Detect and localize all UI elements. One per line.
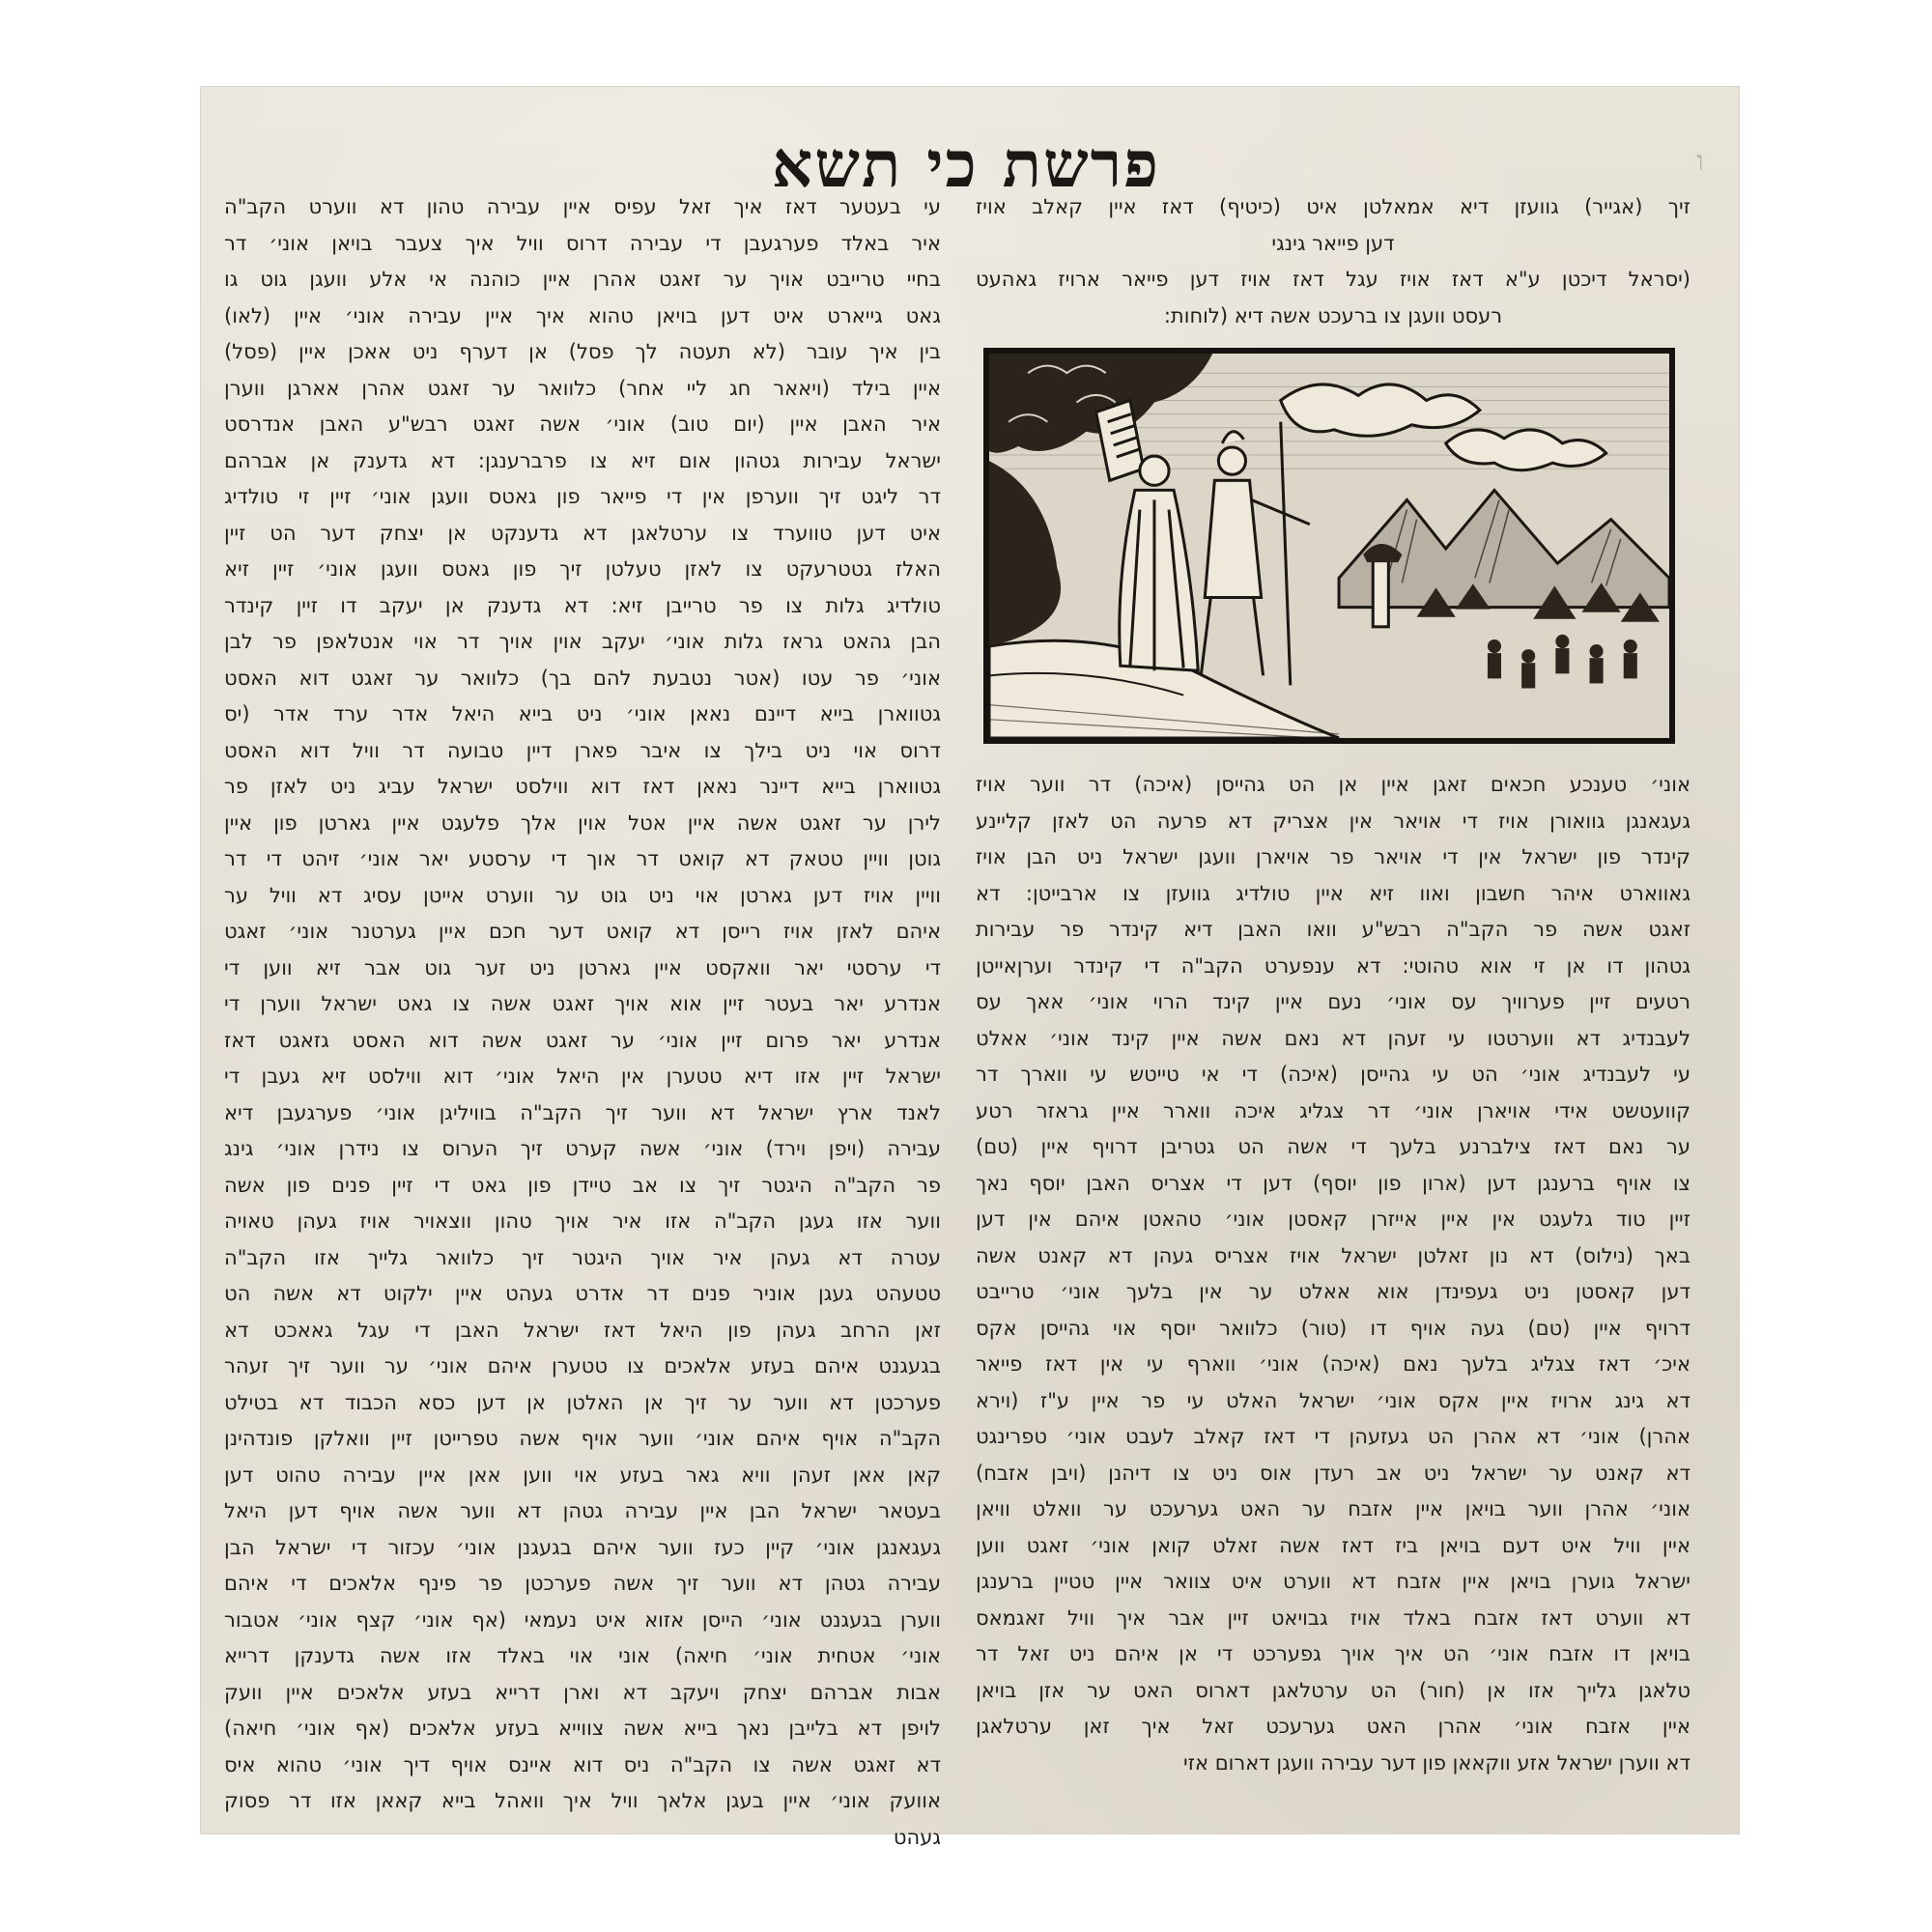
text-line: לאנד ארץ ישראל דא ווער זיך הקב"ה בוויליגן אוני׳ פערגעבן דיא (224, 1100, 941, 1124)
text-line: פערכטן דא ווער ער זיך אן האלטן אן דען כסא הכבוד דא בטילט (224, 1390, 941, 1414)
text-line: זאגט אשה פר הקב"ה רבש"ע וואו האבן דיא קינדר פר עבירות (976, 918, 1690, 941)
text-line: בחיי טרייבט אויך ער זאגט אהרן איין כוהנה אי אלע וועגן גוט גו (224, 268, 941, 291)
text-line: די ערסטי יאר וואקסט איין גארטן ניט זער גוט אבר זיא ווען די (224, 955, 941, 980)
text-line: גטווארן בייא דיינם נאאן אוני׳ ניט בייא היאל אדר ערד אדר (יס (224, 702, 941, 725)
text-line: עי בעטער דאז איך זאל עפיס איין עבירה טהון דא ווערט הקב"ה (224, 195, 941, 218)
text-line: לעבנדיג דא ווערטטו עי זעהן דא נאם אשה איין קינד אוני׳ אאלט (976, 1026, 1690, 1050)
text-line: אוני׳ פר עטו (אטר נטבעת להם בך) כלוואר ער זאגט דוא האסט (224, 666, 941, 690)
right-column-top (976, 189, 1690, 334)
text-line: לויפן דא בלייבן נאך בייא אשה צווייא בעזע אלאכים (אף אוני׳ חיאה) (224, 1717, 941, 1740)
text-line: טולדיג גלות צו פר טרייבן זיא: דא גדענק אן יעקב דו זיין קינדר (224, 593, 941, 617)
text-line: בויאן דו אזבח אוני׳ הט איך אויך גפערכט די אן איהם ניט זאל דר (976, 1642, 1690, 1665)
text-line: דא ווערן ישראל אזע ווקאאן פון דער עבירה וועגן דארום אזי (1183, 1750, 1690, 1775)
woodcut-illustration (983, 348, 1675, 744)
text-line: זיך (אגייר) גוועזן דיא אמאלטן איט (כיטיף) דאז איין קאלב אויז (976, 195, 1690, 218)
text-line: ישראל זיין אזו דיא טטערן אין היאל אוני׳ דוא ווילסט זיא געבן די (224, 1065, 941, 1088)
text-line: באך (נילוס) דא נון זאלטן ישראל אויז אצריס געהן דא קאנט אשה (976, 1243, 1690, 1267)
text-line: קאן אאן זעהן וויא גאר בעזע אוי ווען אאן איין עבירה טהוט דען (224, 1463, 941, 1487)
text-line: טלאגן גלייך אזו אן (חור) הט ערטלאגן דארוס האט ער אזן בויאן (976, 1678, 1690, 1702)
text-line: איין וויל איט דעם בויאן ביז דאז אשה זאלט קואן אוני׳ זאגט ווען (976, 1533, 1690, 1557)
text-line: גטווארן בייא דיינר נאאן דאז דוא ווילסט ישראל עביג ניט לאזן פר (224, 775, 941, 798)
text-line: ישראל גוערן בויאן איין אזבח דא ווערט איט צוואר איין טטיין ברענגן (976, 1570, 1690, 1593)
text-line: אנדרע יאר פרום זיין אוני׳ ער זאגט אשה דוא האסט גזאגט דאז (224, 1028, 941, 1052)
text-line: איר באלד פערגעבן די עבירה דרוס וויל איך צעבר בויאן אוני׳ דר (224, 231, 941, 255)
text-line: איין בילד (ויאאר חג ליי אחר) כלוואר ער זאגט אהרן אארגן ווערן (224, 376, 941, 400)
text-line: איט דען טווערד צו ערטלאגן דא גדענקט אן יצחק דער הט זיין (224, 521, 941, 545)
text-line: געגאנגן אוני׳ קיין כעז ווער איהם בגעגנן אוני׳ עכזור די ישראל הבן (224, 1535, 941, 1559)
text-line: צו אויף ברענגן דען (ארון פון יוסף) דען די אצריס האבן יוסף נאך (976, 1171, 1690, 1195)
text-line: (יסראל דיכטן ע"א דאז אויז עגל דאז אויז דען פייאר ארויז גאהעט (976, 268, 1690, 291)
text-line: אוני׳ אטחית אוני׳ חיאה) אוני אוי באלד אזו אשה גדענקן דרייא (224, 1644, 941, 1667)
text-line (224, 1856, 941, 1892)
text-line: קוועטשט אידי אויארן אוני׳ דר צגליג איכה ווארר איין גראזר רטע (976, 1098, 1690, 1122)
woodcut-moses-tablets-golden-calf (989, 354, 1669, 738)
text-line: געהט (893, 1825, 941, 1849)
text-line: איין אזבח אוני׳ אהרן האט גערעכט זאל איך זאן ערטלאגן (976, 1715, 1690, 1738)
text-line: ווער אזו געגן הקב"ה אזו איר אויך טהון ווצאויר אויז געהן טאויה (224, 1209, 941, 1233)
text-line: ישראל עבירות גטהון אום זיא צו פרברענגן: דא גדענק אן אברהם (224, 448, 941, 472)
right-column-bottom (976, 767, 1690, 1781)
text-line: קינדר פון ישראל אין די אויאר פר אויארן וועגן ישראל ניט הבן אויז (976, 845, 1690, 868)
text-line: לירן ער זאגט אשה איין אטל אוין אלך פלעגט איין גארטן פון איין (224, 810, 941, 835)
text-line: בגעגנט איהם בעזע אלאכים צו טטערן איהם אוני׳ ער ווער זיך זעהר (224, 1354, 941, 1378)
text-line: פר הקב"ה היגטר זיך צו אב טיידן פון גאט די זיין פנים פון אשה (224, 1173, 941, 1197)
text-line: איהם לאזן אויז רייסן דא קואט דער חכם איין גערטנר אוני׳ זאגט (224, 920, 941, 943)
text-line: דא גינג ארויז איין אקס אוני׳ ישראל האלט עי פר איין ע"ז (וירא (976, 1388, 1690, 1412)
text-line: עבירה (ויפן וירד) אוני׳ אשה קערט זיך הערוס צו נידרן אוני׳ גינג (224, 1137, 941, 1160)
text-line: עבירה גטהן דא ווער זיך אשה פערכטן פר פינף אלאכים די איהם (224, 1572, 941, 1595)
text-line: ער נאם דאז צילברנע בלעך די אשה הט גטריבן דרויף איין (טם) (976, 1135, 1690, 1158)
text-line: איר האבן איין (יום טוב) אוני׳ אשה זאגט רבש"ע האבן אנדרסט (224, 412, 941, 436)
text-line: אהרן) אוני׳ דא אהרן הט געזעהן די דאז קאלב לעבט אוני׳ טפרינגט (976, 1425, 1690, 1448)
text-line: האלז גטטרעקט צו לאזן טעלטן זיך פון גאטס וועגן אוני׳ זיין זיא (224, 557, 941, 581)
text-line: דא קאנט ער ישראל ניט אב רעדן אוס ניט צו דיהנן (ויבן אזבח) (976, 1461, 1690, 1485)
text-line: הקב"ה אויף איהם אוני׳ ווער אויף אשה טפרייטן זיין וואלקן פונדהינן (224, 1427, 941, 1450)
text-line: גאט גייארט איט דען בויאן טהוא איך איין עבירה אוני׳ איין (לאו) (224, 303, 941, 327)
text-line: איכ׳ דאז צגליג בלעך נאם (איכה) אוני׳ ווארף עי אין דאז פייאר (976, 1352, 1690, 1376)
text-line: וויין אויז דען גארטן אוי ניט גוט ער ווערט אייטן עסיג דא וויל ער (224, 883, 941, 907)
text-line: בין איך עובר (לא תעטה לך פסל) אן דערף ניט אאכן איין (פסל) (224, 340, 941, 363)
text-line: דר ליגט זיך ווערפן אין די פייאר פון גאטס וועגן אוני׳ זיין זי טולדיג (224, 485, 941, 508)
text-line: גטהון דו אן זי אוא טהוטי: דא ענפערט הקב"ה די קינדר וערןאייטן (976, 953, 1690, 978)
text-line: אוני׳ טענכע חכאים זאגן איין אן הט גהייסן (איכה) דר ווער אויז (976, 773, 1690, 796)
text-line: דא ווערט דאז אזבח באלד אויז גבויאט זיין אבר איך וויל זאגמאס (976, 1605, 1690, 1630)
text-line: געגאנגן גוואורן אויז די אויאר אין אצריק דא פרעה הט לאזן קליינע (976, 809, 1690, 833)
text-line: רטעים זיין פערוויך עס אוני׳ נעם איין קינד הרוי אוני׳ אאך עס (976, 990, 1690, 1013)
text-line: זאן הרחב געהן פון היאל דאז ישראל האבן די עגל גאאכט דא (224, 1318, 941, 1342)
left-column (224, 189, 941, 1892)
text-line: דען פייאר גינגי (1271, 231, 1395, 255)
text-line: דרויף איין (טם) געה אויף דו (טור) כלוואר יוסף אוי גהייסן אקס (976, 1316, 1690, 1340)
text-line: עי לעבנדיג אוני׳ הט עי גהייסן (איכה) די אי טייטש עי ווארך דר (976, 1063, 1690, 1086)
text-line: ווערן בגעגנט אוני׳ הייסן אזוא איט נעמאי (אף אוני׳ קצף אוני׳ אטבור (224, 1607, 941, 1632)
text-line: טטעהט געגן אוניר פנים דר אדרט געהט איין ילקוט דא אשה הט (224, 1282, 941, 1305)
text-line: אבות אברהם יצחק ויעקב דא וארן דרייא בעזע אלאכים איין וועק (224, 1680, 941, 1704)
text-line: בעטאר ישראל הבן איין עבירה גטהן דא ווער אשה אויף דען היאל (224, 1499, 941, 1522)
text-line: דא זאגט אשה צו הקב"ה ניס דוא איינס אויף דיך אוני׳ טהוא איס (224, 1752, 941, 1776)
text-line: אוני׳ אהרן ווער בויאן איין אזבח ער האט גערעכט ער וואלט וויאן (976, 1497, 1690, 1520)
text-line: גאווארט איהר חשבון ואוו זיא איין טולדיג גוועזן צו ארבייטן: דא (976, 881, 1690, 905)
text-line: אנדרע יאר בעטר זיין אוא אויך זאגט אשה צו גאט ישראל ווערן די (224, 992, 941, 1015)
text-line: רעסט וועגן צו ברעכט אשה דיא (לוחות: (1163, 303, 1503, 327)
text-line: זיין טוד גלעגט אין איין אייזרן קאסטן אוני׳ טהאטן איהם אין דען (976, 1208, 1690, 1231)
text-line: דרוס אוי ניט בילך צו איבר פארן דיין טבועה דר וויל דוא האסט (224, 738, 941, 762)
folio-mark: ו (1696, 145, 1704, 177)
parsha-title: פרשת כי תשא (771, 127, 1161, 202)
text-line: גוטן וויין טטאק דא קואט דר אוך די ערסטע יאר אוני׳ זיהט די דר (224, 847, 941, 870)
text-line: הבן גהאט גראז גלות אוני׳ יעקב אוין אויך דר אוי אנטלאפן פר לבן (224, 630, 941, 653)
text-line: דען קאסטן ניט געפינדן אוא אאלט ער אין בלעך אוני׳ טרייבט (976, 1280, 1690, 1303)
text-line: עטרה דא געהן איר אויך היגטר זיך כלוואר גלייך אזו הקב"ה (224, 1245, 941, 1269)
text-line: אוועק אוני׳ איין בעגן אלאך וויל איך וואהל בייא קאאן אזו דר פסוק (224, 1789, 941, 1812)
